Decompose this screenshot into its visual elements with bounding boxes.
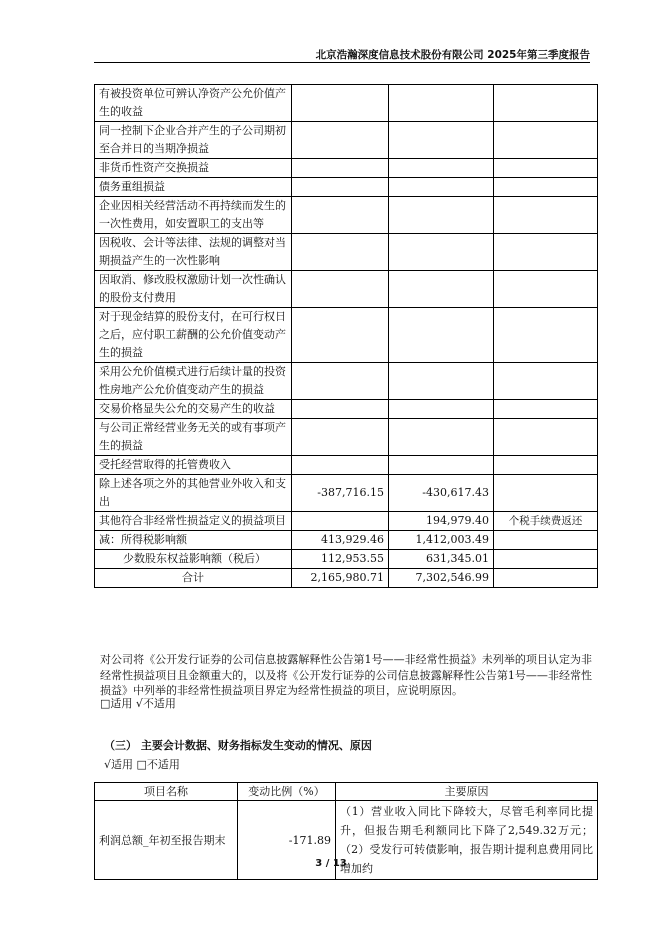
table-row: [95, 512, 598, 531]
row-ytd-cell: [389, 271, 494, 308]
table-row: [95, 234, 598, 271]
col-header-reason: 主要原因: [336, 783, 598, 801]
row-ytd-cell: [389, 400, 494, 419]
row-item-cell: 与公司正常经营业务无关的或有事项产生的损益: [95, 419, 292, 456]
row-ytd-cell: [389, 456, 494, 475]
row-item-cell: 合计: [95, 569, 292, 588]
row-current-cell: [292, 159, 389, 178]
row-note-cell: 个税手续费返还: [494, 512, 598, 531]
col-header-item: 项目名称: [95, 783, 238, 801]
row-item-cell: 因取消、修改股权激励计划一次性确认的股份支付费用: [95, 271, 292, 308]
row-ytd-cell: [389, 178, 494, 197]
row-current-cell: [292, 363, 389, 400]
row-note-cell: [494, 271, 598, 308]
row-note-cell: [494, 456, 598, 475]
item-name-cell: 利润总额_年初至报告期末: [95, 801, 238, 880]
row-ytd-cell: [389, 122, 494, 159]
table-row: [95, 159, 598, 178]
row-ytd-cell: [389, 419, 494, 456]
row-item-cell: 其他符合非经常性损益定义的损益项目: [95, 512, 292, 531]
row-note-cell: [494, 531, 598, 550]
row-current-cell: -387,716.15: [292, 475, 389, 512]
table-row: [95, 197, 598, 234]
row-current-cell: [292, 234, 389, 271]
row-note-cell: [494, 178, 598, 197]
row-note-cell: [494, 550, 598, 569]
row-item-cell: 对于现金结算的股份支付，在可行权日之后，应付职工薪酬的公允价值变动产生的损益: [95, 308, 292, 363]
section-title: （三） 主要会计数据、财务指标发生变动的情况、原因: [104, 739, 372, 752]
row-current-cell: [292, 456, 389, 475]
row-current-cell: [292, 308, 389, 363]
table-row: [95, 569, 598, 588]
change-ratio-cell: -171.89: [238, 801, 336, 880]
table-row: [95, 400, 598, 419]
row-ytd-cell: [389, 308, 494, 363]
table-row: [95, 456, 598, 475]
row-current-cell: 112,953.55: [292, 550, 389, 569]
explanation-paragraph: 对公司将《公开发行证券的公司信息披露解释性公告第1号——非经常性损益》未列举的项目认定为非经常性损益项目且金额重大的，以及将《公开发行证券的公司信息披露解释性公告第1号——非经常性损益》中列举的非经常性损益项目界定为经常性损益的项目，应说明原因。: [100, 653, 592, 697]
table-row: [95, 271, 598, 308]
page-header: 北京浩瀚深度信息技术股份有限公司 2025年第三季度报告: [315, 49, 590, 61]
row-item-cell: 除上述各项之外的其他营业外收入和支出: [95, 475, 292, 512]
row-current-cell: 2,165,980.71: [292, 569, 389, 588]
page-number: 3 / 13: [315, 858, 347, 869]
row-current-cell: [292, 271, 389, 308]
row-note-cell: [494, 159, 598, 178]
row-ytd-cell: [389, 85, 494, 122]
row-current-cell: [292, 197, 389, 234]
row-ytd-cell: [389, 197, 494, 234]
row-current-cell: [292, 400, 389, 419]
row-ytd-cell: [389, 363, 494, 400]
row-current-cell: [292, 122, 389, 159]
table-row: [95, 122, 598, 159]
row-note-cell: [494, 475, 598, 512]
row-note-cell: [494, 85, 598, 122]
non-recurring-gains-table: [94, 84, 598, 588]
row-note-cell: [494, 234, 598, 271]
row-current-cell: 413,929.46: [292, 531, 389, 550]
row-item-cell: 债务重组损益: [95, 178, 292, 197]
table-row: [95, 363, 598, 400]
table-row: [95, 531, 598, 550]
applicability-checkbox-1: □适用 √不适用: [100, 697, 176, 710]
row-current-cell: [292, 85, 389, 122]
table-row: [95, 308, 598, 363]
table-row: [95, 85, 598, 122]
row-current-cell: [292, 512, 389, 531]
row-ytd-cell: 1,412,003.49: [389, 531, 494, 550]
header-divider: [94, 62, 590, 63]
row-item-cell: 企业因相关经营活动不再持续而发生的一次性费用，如安置职工的支出等: [95, 197, 292, 234]
table-row: [95, 475, 598, 512]
row-note-cell: [494, 400, 598, 419]
row-item-cell: 交易价格显失公允的交易产生的收益: [95, 400, 292, 419]
row-ytd-cell: [389, 159, 494, 178]
row-ytd-cell: 7,302,546.99: [389, 569, 494, 588]
row-item-cell: 非货币性资产交换损益: [95, 159, 292, 178]
row-item-cell: 减：所得税影响额: [95, 531, 292, 550]
row-ytd-cell: [389, 234, 494, 271]
reason-cell: （1）营业收入同比下降较大，尽管毛利率同比提升，但报告期毛利额同比下降了2,549.32万元；（2）受发行可转债影响，报告期计提利息费用同比增加约: [336, 801, 598, 880]
row-item-cell: 同一控制下企业合并产生的子公司期初至合并日的当期净损益: [95, 122, 292, 159]
row-note-cell: [494, 122, 598, 159]
row-item-cell: 有被投资单位可辨认净资产公允价值产生的收益: [95, 85, 292, 122]
row-item-cell: 受托经营取得的托管费收入: [95, 456, 292, 475]
row-ytd-cell: 631,345.01: [389, 550, 494, 569]
row-note-cell: [494, 308, 598, 363]
row-ytd-cell: 194,979.40: [389, 512, 494, 531]
applicability-checkbox-2: √适用 □不适用: [104, 758, 180, 771]
row-note-cell: [494, 419, 598, 456]
table-row: [95, 178, 598, 197]
row-current-cell: [292, 419, 389, 456]
row-item-cell: 因税收、会计等法律、法规的调整对当期损益产生的一次性影响: [95, 234, 292, 271]
row-item-cell: 采用公允价值模式进行后续计量的投资性房地产公允价值变动产生的损益: [95, 363, 292, 400]
row-note-cell: [494, 197, 598, 234]
col-header-ratio: 变动比例（%）: [238, 783, 336, 801]
table-row: [95, 550, 598, 569]
row-ytd-cell: -430,617.43: [389, 475, 494, 512]
row-current-cell: [292, 178, 389, 197]
row-note-cell: [494, 363, 598, 400]
row-note-cell: [494, 569, 598, 588]
table-row: [95, 419, 598, 456]
row-item-cell: 少数股东权益影响额（税后）: [95, 550, 292, 569]
